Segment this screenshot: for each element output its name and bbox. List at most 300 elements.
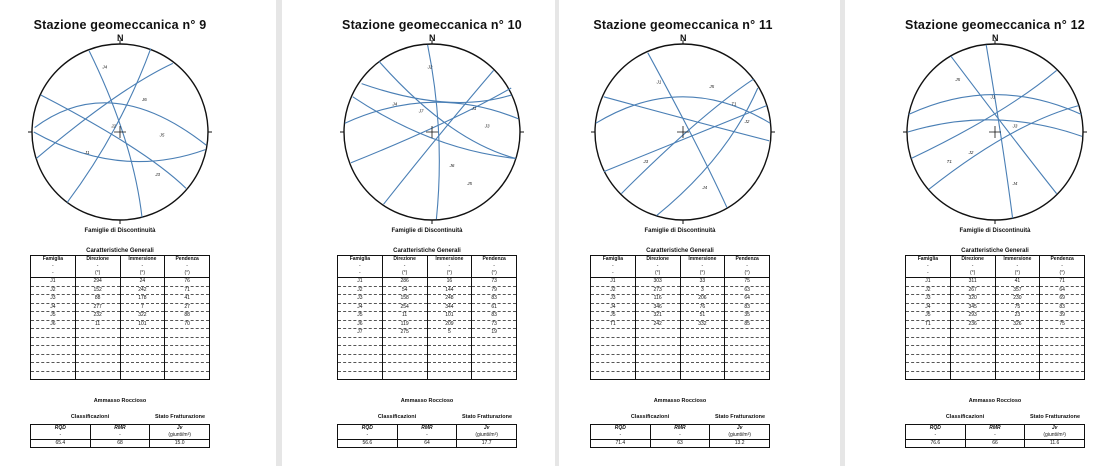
rm-cell: (giunti/m³) <box>150 432 210 440</box>
table-cell-empty <box>906 354 951 363</box>
table-cell-empty <box>591 371 636 380</box>
table-cell-empty <box>382 354 427 363</box>
table-cell-empty <box>31 329 76 338</box>
classificazioni-label: Classificazioni <box>945 414 985 420</box>
caratteristiche-title: Caratteristiche Generali <box>393 248 461 254</box>
table-cell-empty <box>906 346 951 355</box>
table-cell-empty <box>382 337 427 346</box>
table-row <box>31 320 210 329</box>
rm-cell: Jv <box>150 425 210 433</box>
table-cell: 75 <box>725 278 770 287</box>
table-cell-empty <box>950 346 995 355</box>
table-cell-empty <box>725 354 770 363</box>
table-row <box>31 295 210 304</box>
table-cell: 88 <box>75 295 120 304</box>
table-cell: J2 <box>591 286 636 295</box>
discontinuity-table <box>337 255 517 380</box>
table-cell: 64 <box>725 295 770 304</box>
table-symbol-row <box>338 263 517 270</box>
table-row <box>31 286 210 295</box>
table-cell: J3 <box>906 295 951 304</box>
table-row-empty <box>338 346 517 355</box>
table-cell: J5 <box>31 312 76 321</box>
table-cell: J3 <box>338 295 383 304</box>
table-cell-empty <box>635 329 680 338</box>
table-cell-empty <box>120 337 165 346</box>
table-cell: 322 <box>120 312 165 321</box>
table-symbol-row <box>31 263 210 270</box>
rm-cell: 56.6 <box>338 440 398 448</box>
table-cell: 35 <box>725 312 770 321</box>
table-cell: - <box>906 270 951 278</box>
table-row <box>31 303 210 312</box>
rm-cell: RMR <box>90 425 150 433</box>
table-cell: 23 <box>995 312 1040 321</box>
table-row-empty <box>338 337 517 346</box>
table-cell: 41 <box>995 278 1040 287</box>
table-cell: 332 <box>680 320 725 329</box>
rm-cell: 17.7 <box>457 440 517 448</box>
table-row-empty <box>906 346 1085 355</box>
table-cell: J1 <box>591 278 636 287</box>
table-cell: 41 <box>165 295 210 304</box>
table-cell-empty <box>680 346 725 355</box>
family-label: J5 <box>467 180 472 186</box>
table-cell-empty <box>906 329 951 338</box>
table-cell: - <box>612 263 614 269</box>
table-row-empty <box>31 337 210 346</box>
family-label: J4 <box>392 101 398 107</box>
table-cell-empty <box>338 337 383 346</box>
table-cell: 232 <box>75 312 120 321</box>
caratteristiche-title: Caratteristiche Generali <box>961 248 1029 254</box>
family-label: J2 <box>744 119 750 125</box>
table-cell-empty <box>725 337 770 346</box>
table-cell-empty <box>1040 337 1085 346</box>
family-label: J3 <box>155 172 160 177</box>
table-cell: - <box>75 263 120 270</box>
rm-header-row <box>338 425 517 433</box>
table-cell: 144 <box>427 286 472 295</box>
table-unit-row <box>906 270 1085 278</box>
rm-cell: RMR <box>965 425 1025 433</box>
famiglie-title: Famiglie di Discontinuità <box>391 228 463 234</box>
table-symbol-row <box>906 263 1085 270</box>
table-cell: Pendenza <box>165 256 210 264</box>
table-row-empty <box>906 363 1085 372</box>
table-row-empty <box>31 371 210 380</box>
caratteristiche-title: Caratteristiche Generali <box>86 248 154 254</box>
rm-cell: RMR <box>650 425 710 433</box>
family-label: J6 <box>142 97 147 103</box>
table-cell-empty <box>472 363 517 372</box>
table-row <box>338 320 517 329</box>
stereonet <box>590 39 776 225</box>
table-cell-empty <box>591 363 636 372</box>
table-cell-empty <box>680 363 725 372</box>
family-label: J5 <box>955 76 961 82</box>
table-cell-empty <box>635 346 680 355</box>
table-cell: 7 <box>120 303 165 312</box>
table-cell: (°) <box>635 270 680 278</box>
table-cell: 88 <box>165 312 210 321</box>
table-row-empty <box>338 371 517 380</box>
table-row <box>591 312 770 321</box>
rm-header-row <box>591 425 770 433</box>
table-row <box>338 295 517 304</box>
rm-cell: 71.4 <box>591 440 651 448</box>
table-cell: 293 <box>950 312 995 321</box>
table-cell: 79 <box>472 286 517 295</box>
table-cell: 345 <box>950 303 995 312</box>
table-cell: 116 <box>635 295 680 304</box>
table-cell: 11 <box>382 312 427 321</box>
rm-cell: (giunti/m³) <box>710 432 770 440</box>
table-cell: 267 <box>950 286 995 295</box>
rm-cell: - <box>90 432 150 440</box>
table-cell-empty <box>995 329 1040 338</box>
rm-sub-row <box>31 432 210 440</box>
table-row-empty <box>591 346 770 355</box>
table-cell: 273 <box>635 286 680 295</box>
table-cell-empty <box>165 354 210 363</box>
table-cell-empty <box>165 329 210 338</box>
discontinuity-table <box>590 255 770 380</box>
table-row-empty <box>338 363 517 372</box>
table-row <box>906 303 1085 312</box>
table-cell: T1 <box>591 320 636 329</box>
table-cell: - <box>725 263 770 270</box>
table-cell: 69 <box>1040 295 1085 304</box>
table-row-empty <box>31 329 210 338</box>
table-cell: J1 <box>338 278 383 287</box>
family-label: J1 <box>656 79 662 85</box>
table-cell-empty <box>31 354 76 363</box>
table-cell: 344 <box>427 303 472 312</box>
table-cell-empty <box>1040 371 1085 380</box>
table-cell: 83 <box>1040 303 1085 312</box>
table-cell: 83 <box>472 295 517 304</box>
classificazioni-label: Classificazioni <box>377 414 417 420</box>
table-cell: 236 <box>950 320 995 329</box>
table-cell: 75 <box>995 303 1040 312</box>
rm-cell: 63 <box>650 440 710 448</box>
ammasso-title: Ammasso Roccioso <box>93 398 147 404</box>
table-cell: J5 <box>906 312 951 321</box>
table-cell: J5 <box>591 312 636 321</box>
table-row <box>31 312 210 321</box>
rm-cell: - <box>59 432 62 438</box>
table-cell: J7 <box>338 329 383 338</box>
table-cell: 275 <box>382 329 427 338</box>
table-cell: T1 <box>906 320 951 329</box>
table-row <box>338 286 517 295</box>
table-cell: - <box>591 270 636 278</box>
caratteristiche-title: Caratteristiche Generali <box>646 248 714 254</box>
table-cell: 277 <box>75 303 120 312</box>
table-cell: 75 <box>1040 320 1085 329</box>
table-unit-row <box>31 270 210 278</box>
table-cell: 70 <box>165 320 210 329</box>
north-label: N <box>117 33 124 43</box>
table-cell: Pendenza <box>472 256 517 264</box>
table-cell: 209 <box>427 320 472 329</box>
table-cell: 303 <box>635 278 680 287</box>
famiglie-title: Famiglie di Discontinuità <box>84 228 156 234</box>
rm-value-row <box>906 440 1085 448</box>
great-circle-arc <box>648 53 727 208</box>
stereonet <box>27 39 213 225</box>
table-cell: (°) <box>472 270 517 278</box>
table-cell: - <box>382 263 427 270</box>
stato-fratturazione-label: Stato Fratturazione <box>154 414 206 420</box>
stereonet <box>339 39 525 225</box>
station-panel <box>0 0 273 466</box>
table-cell: J4 <box>338 303 383 312</box>
table-cell: 326 <box>995 320 1040 329</box>
table-cell-empty <box>472 354 517 363</box>
table-cell-empty <box>120 363 165 372</box>
table-row-empty <box>906 337 1085 346</box>
table-cell-empty <box>472 337 517 346</box>
rock-mass-table <box>905 424 1085 448</box>
rm-value-row <box>31 440 210 448</box>
rm-header-row <box>31 425 210 433</box>
table-unit-row <box>591 270 770 278</box>
table-cell-empty <box>950 337 995 346</box>
family-label: J1 <box>471 106 477 111</box>
table-cell: - <box>635 263 680 270</box>
great-circle-arc <box>911 70 1056 158</box>
rm-cell: RMR <box>397 425 457 433</box>
table-cell: Immersione <box>680 256 725 264</box>
table-cell: Direzione <box>382 256 427 264</box>
table-cell-empty <box>472 346 517 355</box>
table-cell-empty <box>725 346 770 355</box>
table-cell: Direzione <box>635 256 680 264</box>
table-cell-empty <box>427 354 472 363</box>
table-cell-empty <box>427 363 472 372</box>
table-cell-empty <box>75 363 120 372</box>
table-cell: - <box>165 263 210 270</box>
table-row-empty <box>906 354 1085 363</box>
table-cell: 101 <box>427 312 472 321</box>
table-cell: - <box>338 270 383 278</box>
table-cell: 85 <box>725 320 770 329</box>
family-label: J3 <box>1012 123 1018 129</box>
table-cell-empty <box>635 363 680 372</box>
table-cell-empty <box>680 337 725 346</box>
rm-cell: 65.4 <box>31 440 91 448</box>
table-cell: 242 <box>635 320 680 329</box>
rm-cell: (giunti/m³) <box>457 432 517 440</box>
ammasso-title: Ammasso Roccioso <box>968 398 1022 404</box>
table-cell: 76 <box>680 303 725 312</box>
table-cell: 178 <box>120 295 165 304</box>
table-cell: 73 <box>472 320 517 329</box>
table-cell: (°) <box>995 270 1040 278</box>
table-cell: J4 <box>31 303 76 312</box>
table-cell-empty <box>635 354 680 363</box>
table-cell: J3 <box>31 295 76 304</box>
table-row <box>591 286 770 295</box>
table-cell: 39 <box>1040 312 1085 321</box>
rm-cell: 66 <box>965 440 1025 448</box>
table-cell-empty <box>165 337 210 346</box>
rm-cell: 11.6 <box>1025 440 1085 448</box>
table-cell: 101 <box>120 320 165 329</box>
table-cell: 5 <box>427 329 472 338</box>
table-header-row <box>31 256 210 264</box>
table-row-empty <box>591 329 770 338</box>
table-row-empty <box>906 329 1085 338</box>
table-cell: Immersione <box>995 256 1040 264</box>
rm-cell: 13.2 <box>710 440 770 448</box>
ammasso-title: Ammasso Roccioso <box>400 398 454 404</box>
table-cell-empty <box>995 354 1040 363</box>
table-row-empty <box>31 363 210 372</box>
table-header-row <box>906 256 1085 264</box>
table-cell: 19 <box>472 329 517 338</box>
table-cell: - <box>52 263 54 269</box>
discontinuity-table <box>905 255 1085 380</box>
table-row <box>591 295 770 304</box>
table-cell: J6 <box>31 320 76 329</box>
north-label: N <box>992 33 999 43</box>
table-cell: 119 <box>382 320 427 329</box>
table-row-empty <box>31 346 210 355</box>
family-label: T1 <box>946 158 952 164</box>
table-cell-empty <box>591 329 636 338</box>
table-row-empty <box>591 371 770 380</box>
north-label: N <box>680 33 687 43</box>
family-label: J3 <box>484 123 490 129</box>
table-cell: 286 <box>382 278 427 287</box>
table-cell-empty <box>995 337 1040 346</box>
table-cell-empty <box>635 371 680 380</box>
table-cell-empty <box>1040 329 1085 338</box>
table-cell-empty <box>382 371 427 380</box>
table-cell: Pendenza <box>1040 256 1085 264</box>
table-row <box>338 312 517 321</box>
rm-cell: Jv <box>1025 425 1085 433</box>
table-cell: Famiglia <box>917 256 939 262</box>
rm-value-row <box>338 440 517 448</box>
family-label: T1 <box>731 101 737 107</box>
table-cell-empty <box>1040 363 1085 372</box>
family-label: J6 <box>449 163 455 169</box>
great-circle-arc <box>929 106 1079 190</box>
table-cell: 27 <box>165 303 210 312</box>
station-title: Stazione geomeccanica n° 9 <box>33 18 207 32</box>
rm-cell: - <box>965 432 1025 440</box>
table-cell: J4 <box>591 303 636 312</box>
table-cell-empty <box>680 329 725 338</box>
station-title: Stazione geomeccanica n° 12 <box>905 18 1085 32</box>
stereonet <box>902 39 1088 225</box>
table-cell-empty <box>75 329 120 338</box>
table-cell-empty <box>120 329 165 338</box>
table-cell-empty <box>591 354 636 363</box>
table-cell-empty <box>31 371 76 380</box>
table-cell: (°) <box>120 270 165 278</box>
table-row <box>591 278 770 287</box>
table-cell-empty <box>950 371 995 380</box>
table-cell: 3 <box>680 286 725 295</box>
table-cell-empty <box>165 363 210 372</box>
table-cell: 71 <box>1040 278 1085 287</box>
rm-cell: 64 <box>397 440 457 448</box>
table-cell: (°) <box>1040 270 1085 278</box>
table-symbol-row <box>591 263 770 270</box>
table-cell: 311 <box>950 278 995 287</box>
rm-sub-row <box>591 432 770 440</box>
table-cell: (°) <box>75 270 120 278</box>
rm-cell: RQD <box>54 425 66 431</box>
table-cell: 76 <box>165 278 210 287</box>
family-label: J4 <box>702 185 708 191</box>
family-label: J2 <box>111 123 116 129</box>
family-label: J4 <box>1012 180 1018 186</box>
rock-mass-table <box>337 424 517 448</box>
table-cell: - <box>927 263 929 269</box>
station-panel <box>282 0 555 466</box>
ammasso-title: Ammasso Roccioso <box>653 398 707 404</box>
table-row-empty <box>906 371 1085 380</box>
table-cell: (°) <box>382 270 427 278</box>
table-cell: 248 <box>427 295 472 304</box>
stato-fratturazione-label: Stato Fratturazione <box>714 414 766 420</box>
table-row <box>591 320 770 329</box>
table-cell: - <box>472 263 517 270</box>
table-cell: 54 <box>382 286 427 295</box>
table-cell-empty <box>995 346 1040 355</box>
table-cell-empty <box>382 363 427 372</box>
table-cell-empty <box>906 337 951 346</box>
table-cell: 321 <box>635 312 680 321</box>
table-cell-empty <box>427 337 472 346</box>
table-cell: 16 <box>427 278 472 287</box>
table-cell: 33 <box>680 278 725 287</box>
table-cell: Pendenza <box>725 256 770 264</box>
table-cell-empty <box>31 346 76 355</box>
table-cell: - <box>359 263 361 269</box>
table-cell-empty <box>338 371 383 380</box>
family-label: J7 <box>418 108 424 114</box>
table-cell: Immersione <box>120 256 165 264</box>
table-row-empty <box>591 363 770 372</box>
table-cell-empty <box>120 354 165 363</box>
table-row-empty <box>338 354 517 363</box>
rm-cell: 76.6 <box>906 440 966 448</box>
table-cell: - <box>1040 263 1085 270</box>
stato-fratturazione-label: Stato Fratturazione <box>1029 414 1081 420</box>
table-cell-empty <box>31 337 76 346</box>
rock-mass-table <box>590 424 770 448</box>
family-label: J3 <box>643 158 649 164</box>
rm-cell: RQD <box>614 425 626 431</box>
table-row-empty <box>31 354 210 363</box>
table-row <box>906 320 1085 329</box>
table-cell-empty <box>725 329 770 338</box>
rm-cell: Jv <box>710 425 770 433</box>
stato-fratturazione-label: Stato Fratturazione <box>461 414 513 420</box>
table-cell: J1 <box>31 278 76 287</box>
table-cell-empty <box>165 371 210 380</box>
table-cell-empty <box>120 346 165 355</box>
table-cell-empty <box>680 354 725 363</box>
table-cell-empty <box>591 337 636 346</box>
